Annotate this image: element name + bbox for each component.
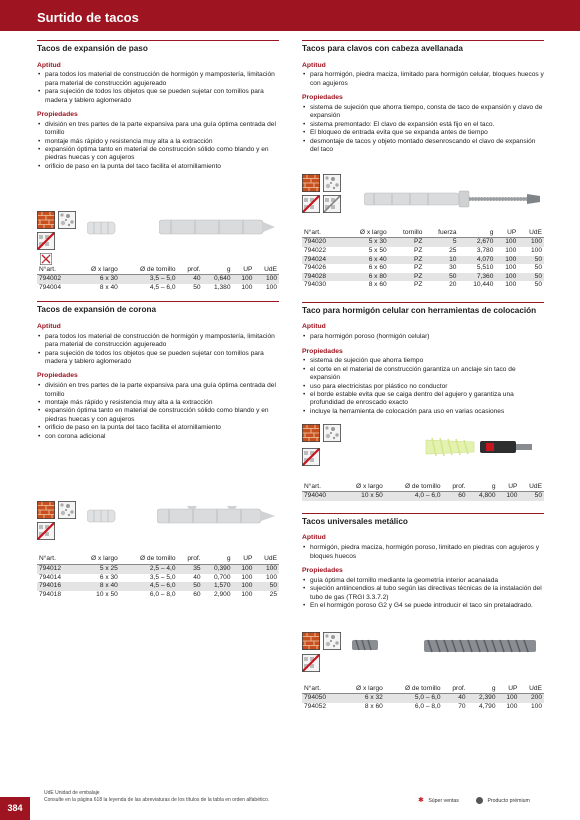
cell: 100 xyxy=(518,238,544,247)
list-item: • orificio de paso en la punta del taco facilita el atornillamiento xyxy=(37,163,279,171)
list-item: • para hormigón, piedra maciza, limitado para hormigón celular, bloques huecos y con agujeros xyxy=(302,71,544,88)
cell: 5,0 – 6,0 xyxy=(385,694,443,703)
col-header: Ø de tornillo xyxy=(120,265,178,275)
cell: 10 x 50 xyxy=(96,590,118,598)
list-item: • hormigón, piedra maciza, hormigón poroso, limitado en piedras con agujeros y bloques huecos xyxy=(302,544,544,561)
col-header: prof. xyxy=(178,555,203,565)
cell: 60 xyxy=(443,492,468,501)
section-title: Tacos universales metálico xyxy=(302,513,544,530)
cell: PZ xyxy=(389,273,425,282)
list-item: • para sujeción de todos los objetos que se pueden sujetar con tornillos para madera y tablero aglomerado xyxy=(37,88,279,105)
propiedades-list xyxy=(37,382,279,441)
section-title: Tacos para clavos con cabeza avellanada xyxy=(302,40,544,57)
cell: 6 x 30 xyxy=(75,275,120,284)
cell: 100 xyxy=(498,492,520,501)
cell: PZ xyxy=(413,247,423,255)
propiedades-list xyxy=(302,577,544,611)
cell: 50 xyxy=(424,273,458,282)
cell: 20 xyxy=(449,281,457,289)
cell: 6,0 – 8,0 xyxy=(414,703,441,711)
material-icons xyxy=(302,632,344,686)
cell: 6 x 60 xyxy=(368,264,387,272)
propiedades-list xyxy=(37,121,279,172)
col-header: prof. xyxy=(443,684,468,694)
product-image-row xyxy=(37,501,279,555)
cell: 30 xyxy=(449,264,457,272)
cell: 50 xyxy=(534,281,542,289)
cell: 100 xyxy=(265,283,277,291)
cell: 794016 xyxy=(37,582,75,591)
propiedades-label: Propiedades xyxy=(302,347,343,355)
aerated-concrete-plug-image xyxy=(424,434,534,460)
propiedades-list xyxy=(302,357,544,416)
table-row xyxy=(37,582,279,591)
cell: 100 xyxy=(241,283,253,291)
cell: 8 x 60 xyxy=(368,281,387,289)
page-title: Surtido de tacos xyxy=(37,10,139,25)
page-number: 384 xyxy=(0,797,30,820)
list-item: • uso para electricistas por plástico no conductor xyxy=(302,383,544,391)
cell: 8 x 40 xyxy=(75,582,120,591)
brick-icon xyxy=(37,211,55,229)
list-item: • con corona adicional xyxy=(37,433,279,441)
col-header: g xyxy=(203,265,233,275)
cell: 60 xyxy=(193,590,201,598)
cell: 100 xyxy=(265,573,277,581)
cell: 100 xyxy=(495,256,518,265)
footer-note-legend: Consulte en la página 618 la leyenda de las abreviaturas de los títulos de la tabla en orden alfabético. xyxy=(44,797,270,803)
section-title: Tacos de expansión de paso xyxy=(37,40,279,57)
legend-super-ventas xyxy=(418,797,459,806)
unsuitable-icon xyxy=(37,253,55,265)
list-item: • En el hormigón poroso G2 y G4 se puede introducir el taco sin pretaladrado. xyxy=(302,602,544,610)
col-header: UdE xyxy=(254,555,279,565)
cell: 2,390 xyxy=(468,694,498,703)
cell: 50 xyxy=(178,582,203,591)
plug-image xyxy=(157,505,277,527)
hollow-block-icon xyxy=(37,522,55,540)
aptitud-label: Aptitud xyxy=(37,61,61,69)
cell: 6 x 40 xyxy=(342,256,389,265)
brick-icon xyxy=(302,424,320,442)
section-clavos xyxy=(302,40,544,290)
list-item: • para todos los material de construcción de hormigón y mampostería, limitación para material de construcción agujereado xyxy=(37,333,279,350)
cell: 100 xyxy=(241,573,253,581)
cell: 8 x 60 xyxy=(364,703,383,711)
list-item: • incluye la herramienta de colocación para uso en varias ocasiones xyxy=(302,408,544,416)
aptitud-label: Aptitud xyxy=(37,322,61,330)
cell: PZ xyxy=(389,256,425,265)
stone-icon xyxy=(323,632,341,650)
cell: 0,390 xyxy=(203,565,233,574)
cell: 100 xyxy=(498,694,520,703)
hollow-block-icon xyxy=(302,195,320,213)
cell: 8 x 40 xyxy=(99,283,118,291)
cell: 40 xyxy=(178,275,203,284)
cell: 40 xyxy=(193,573,201,581)
cell: 1,570 xyxy=(203,582,233,591)
cell: 50 xyxy=(518,273,544,282)
cell: 6 x 80 xyxy=(342,273,389,282)
aptitud-list xyxy=(302,333,544,341)
col-header: Ø de tornillo xyxy=(385,684,443,694)
cell: 794018 xyxy=(39,590,62,598)
cell: PZ xyxy=(413,264,423,272)
table-row xyxy=(302,281,544,290)
aptitud-label: Aptitud xyxy=(302,534,326,542)
cell: 100 xyxy=(530,247,542,255)
propiedades-label: Propiedades xyxy=(37,110,78,118)
cell: 6 x 32 xyxy=(340,694,385,703)
cell: 1,380 xyxy=(214,283,231,291)
cell: 70 xyxy=(458,703,466,711)
cell: PZ xyxy=(389,238,425,247)
cell: 50 xyxy=(193,283,201,291)
section-corona xyxy=(37,301,279,599)
list-item: • montaje más rápido y resistencia muy alta a la extracción xyxy=(37,399,279,407)
hollow-block-icon xyxy=(302,448,320,466)
cell: 7,360 xyxy=(458,273,495,282)
list-item: • para todos los material de construcción de hormigón y mampostería, limitación para material de construcción agujereado xyxy=(37,71,279,88)
section-paso xyxy=(37,40,279,292)
product-image-row xyxy=(302,174,544,228)
propiedades-list xyxy=(302,104,544,155)
product-image-row xyxy=(302,632,544,684)
cell: 5 x 30 xyxy=(342,238,389,247)
list-item: • desmontaje de tacos y objeto montado desenroscando el clavo de expansión del taco xyxy=(302,138,544,155)
cell: 794022 xyxy=(304,247,327,255)
list-item: • sujeción antiincendios al tubo según las directivas técnicas de la instalación del tubo de gas (TRGI 3.3.7.2) xyxy=(302,585,544,602)
cell: 100 xyxy=(506,703,518,711)
material-icons xyxy=(37,211,79,265)
cell: 3,5 – 5,0 xyxy=(149,573,176,581)
cell: 100 xyxy=(233,275,255,284)
list-item: • El bloqueo de entrada evita que se expanda antes de tiempo xyxy=(302,129,544,137)
col-header: Ø x largo xyxy=(342,228,389,238)
col-header: N°art. xyxy=(302,228,342,238)
cell: 100 xyxy=(505,264,517,272)
metal-plug-image xyxy=(424,636,542,656)
cell: 10 xyxy=(424,256,458,265)
list-item: • sistema de sujeción que ahorra tiempo, consta de taco de expansión y clavo de expansión xyxy=(302,104,544,121)
brick-icon xyxy=(302,174,320,192)
cell: 35 xyxy=(178,565,203,574)
cell: 794004 xyxy=(39,283,62,291)
col-header: UP xyxy=(233,265,255,275)
col-header: UP xyxy=(498,684,520,694)
col-header: Ø de tornillo xyxy=(385,482,443,492)
aptitud-list xyxy=(37,333,279,367)
col-header: g xyxy=(458,228,495,238)
list-item: • sistema de sujeción que ahorra tiempo xyxy=(302,357,544,365)
col-header: prof. xyxy=(443,482,468,492)
premium-icon xyxy=(476,797,483,804)
col-header: Ø x largo xyxy=(340,482,385,492)
list-item: • sistema premontado: El clavo de expansión está fijo en el taco. xyxy=(302,121,544,129)
legend-label: Súper ventas xyxy=(428,798,459,804)
list-item: • división en tres partes de la parte expansiva para una guía óptima centrada del tornillo xyxy=(37,121,279,138)
cell: 0,640 xyxy=(203,275,233,284)
col-header: N°art. xyxy=(302,482,340,492)
col-header: N°art. xyxy=(37,555,75,565)
col-header: prof. xyxy=(178,265,203,275)
aptitud-list xyxy=(37,71,279,105)
stone-icon xyxy=(58,211,76,229)
list-item: • expansión óptima tanto en material de construcción sólido como blando y en piedras huecas y con agujeros xyxy=(37,146,279,163)
cell: 100 xyxy=(505,247,517,255)
material-icons xyxy=(37,501,79,555)
cell: 100 xyxy=(254,275,279,284)
material-icons xyxy=(302,174,344,228)
list-item: • orificio de paso en la punta del taco facilita el atornillamiento xyxy=(37,424,279,432)
footer-note-ude: UdE Unidad de embalaje xyxy=(44,790,100,796)
col-header: UP xyxy=(233,555,255,565)
cell: 100 xyxy=(241,590,253,598)
cell: 4,790 xyxy=(479,703,496,711)
cell: 4,0 – 6,0 xyxy=(385,492,443,501)
cell: 794030 xyxy=(304,281,327,289)
cell: 794020 xyxy=(302,238,342,247)
propiedades-label: Propiedades xyxy=(302,94,343,102)
aptitud-list xyxy=(302,71,544,88)
metal-plug-detail-image xyxy=(352,638,380,652)
nail-plug-image xyxy=(364,188,544,210)
cell: 794028 xyxy=(302,273,342,282)
cell: PZ xyxy=(413,281,423,289)
cell: 794012 xyxy=(37,565,75,574)
cell: 3,780 xyxy=(476,247,494,255)
col-header: UP xyxy=(498,482,520,492)
material-icons xyxy=(302,424,344,478)
table-row xyxy=(37,275,279,284)
section-metalico xyxy=(302,513,544,712)
cell: 2,900 xyxy=(214,590,231,598)
cell: 4,800 xyxy=(468,492,498,501)
cell: 0,700 xyxy=(214,573,231,581)
cell: 50 xyxy=(519,492,544,501)
table-row xyxy=(302,273,544,282)
cell: 6 x 30 xyxy=(99,573,118,581)
cell: 794040 xyxy=(302,492,340,501)
table-row xyxy=(37,284,279,293)
cell: 4,5 – 6,0 xyxy=(149,283,176,291)
table-row xyxy=(37,591,279,600)
cell: 100 xyxy=(233,582,255,591)
section-title: Taco para hormigón celular con herramientas de colocación xyxy=(302,302,544,319)
cell: 50 xyxy=(534,264,542,272)
col-header: g xyxy=(203,555,233,565)
table-row xyxy=(37,565,279,574)
cell: 25 xyxy=(449,247,457,255)
cell: 794026 xyxy=(304,264,327,272)
list-item: • para hormigón poroso (hormigón celular) xyxy=(302,333,544,341)
product-image-row xyxy=(302,424,544,482)
col-header: UdE xyxy=(518,228,544,238)
propiedades-label: Propiedades xyxy=(37,372,78,380)
cell: 4,5 – 6,0 xyxy=(120,582,178,591)
cell: 794024 xyxy=(302,256,342,265)
cell: 10 x 50 xyxy=(340,492,385,501)
product-table xyxy=(302,482,544,501)
list-item: • el borde estable evita que se caiga dentro del agujero y garantiza una profundidad de enroscado exacto xyxy=(302,391,544,408)
cell: 100 xyxy=(530,703,542,711)
legend-label: Producto prémium xyxy=(487,797,530,804)
col-header: N°art. xyxy=(37,265,75,275)
cell: 5 x 25 xyxy=(75,565,120,574)
page-header xyxy=(0,0,580,31)
col-header: UP xyxy=(495,228,518,238)
col-header: Ø x largo xyxy=(340,684,385,694)
list-item: • división en tres partes de la parte expansiva para una guía óptima centrada del tornillo xyxy=(37,382,279,399)
cell: 794050 xyxy=(302,694,340,703)
legend-premium xyxy=(476,797,530,805)
section-title: Tacos de expansión de corona xyxy=(37,301,279,318)
cell: 3,5 – 5,0 xyxy=(120,275,178,284)
hollow-block-icon xyxy=(37,232,55,250)
cell: 794052 xyxy=(304,703,327,711)
cell: 5,510 xyxy=(476,264,494,272)
cell: 5 xyxy=(424,238,458,247)
list-item: • el corte en el material de construcción garantiza un anclaje sin taco de expansión xyxy=(302,366,544,383)
col-header: UdE xyxy=(519,482,544,492)
cell: 100 xyxy=(233,565,255,574)
star-icon: ✱ xyxy=(418,797,424,804)
cell: 40 xyxy=(443,694,468,703)
cell: 50 xyxy=(254,582,279,591)
col-header: UdE xyxy=(254,265,279,275)
cell: 200 xyxy=(519,694,544,703)
cell: 2,5 – 4,0 xyxy=(120,565,178,574)
product-table xyxy=(37,265,279,292)
cell: 100 xyxy=(495,238,518,247)
product-table xyxy=(302,228,544,290)
col-header: g xyxy=(468,684,498,694)
table-row xyxy=(302,256,544,265)
col-header: fuerza xyxy=(424,228,458,238)
stone-icon xyxy=(323,424,341,442)
aptitud-label: Aptitud xyxy=(302,61,326,69)
col-header: UdE xyxy=(519,684,544,694)
cell: 100 xyxy=(254,565,279,574)
aptitud-label: Aptitud xyxy=(302,323,326,331)
product-image-row xyxy=(37,211,279,265)
hollow-block-icon xyxy=(302,654,320,672)
section-celular xyxy=(302,302,544,501)
cell: 2,670 xyxy=(458,238,495,247)
cell: 10,440 xyxy=(473,281,494,289)
plug-detail-image xyxy=(87,509,117,523)
plug-image xyxy=(159,217,277,237)
cell: 5 x 50 xyxy=(368,247,387,255)
product-table xyxy=(302,684,544,711)
col-header: Ø x largo xyxy=(75,555,120,565)
list-item: • montaje más rápido y resistencia muy alta a la extracción xyxy=(37,138,279,146)
table-row xyxy=(37,574,279,583)
brick-icon xyxy=(37,501,55,519)
stone-icon xyxy=(58,501,76,519)
col-header: Ø x largo xyxy=(75,265,120,275)
list-item: • expansión óptima tanto en material de construcción sólido como blando y en piedras huecas y con agujeros xyxy=(37,407,279,424)
table-row xyxy=(302,492,544,501)
table-row xyxy=(302,703,544,712)
cell: 794002 xyxy=(37,275,75,284)
table-row xyxy=(302,264,544,273)
table-row xyxy=(302,247,544,256)
cell: 794014 xyxy=(39,573,62,581)
brick-icon xyxy=(302,632,320,650)
col-header: g xyxy=(468,482,498,492)
col-header: Ø de tornillo xyxy=(120,555,178,565)
perforated-block-icon xyxy=(323,195,341,213)
list-item: • guía óptima del tornillo mediante la geometría interior acanalada xyxy=(302,577,544,585)
cell: 4,070 xyxy=(458,256,495,265)
right-column xyxy=(302,40,544,712)
cell: 6,0 – 8,0 xyxy=(149,590,176,598)
product-table xyxy=(37,555,279,599)
col-header: tornillo xyxy=(389,228,425,238)
cell: 25 xyxy=(269,590,277,598)
left-column xyxy=(37,40,279,600)
cell: 100 xyxy=(505,281,517,289)
table-row xyxy=(302,694,544,703)
list-item: • para sujeción de todos los objetos que se pueden sujetar con tornillos para madera y tablero aglomerado xyxy=(37,350,279,367)
table-row xyxy=(302,238,544,247)
plug-detail-image xyxy=(87,221,117,235)
cell: 50 xyxy=(518,256,544,265)
aptitud-list xyxy=(302,544,544,561)
propiedades-label: Propiedades xyxy=(302,566,343,574)
stone-icon xyxy=(323,174,341,192)
col-header: N°art. xyxy=(302,684,340,694)
cell: 100 xyxy=(495,273,518,282)
